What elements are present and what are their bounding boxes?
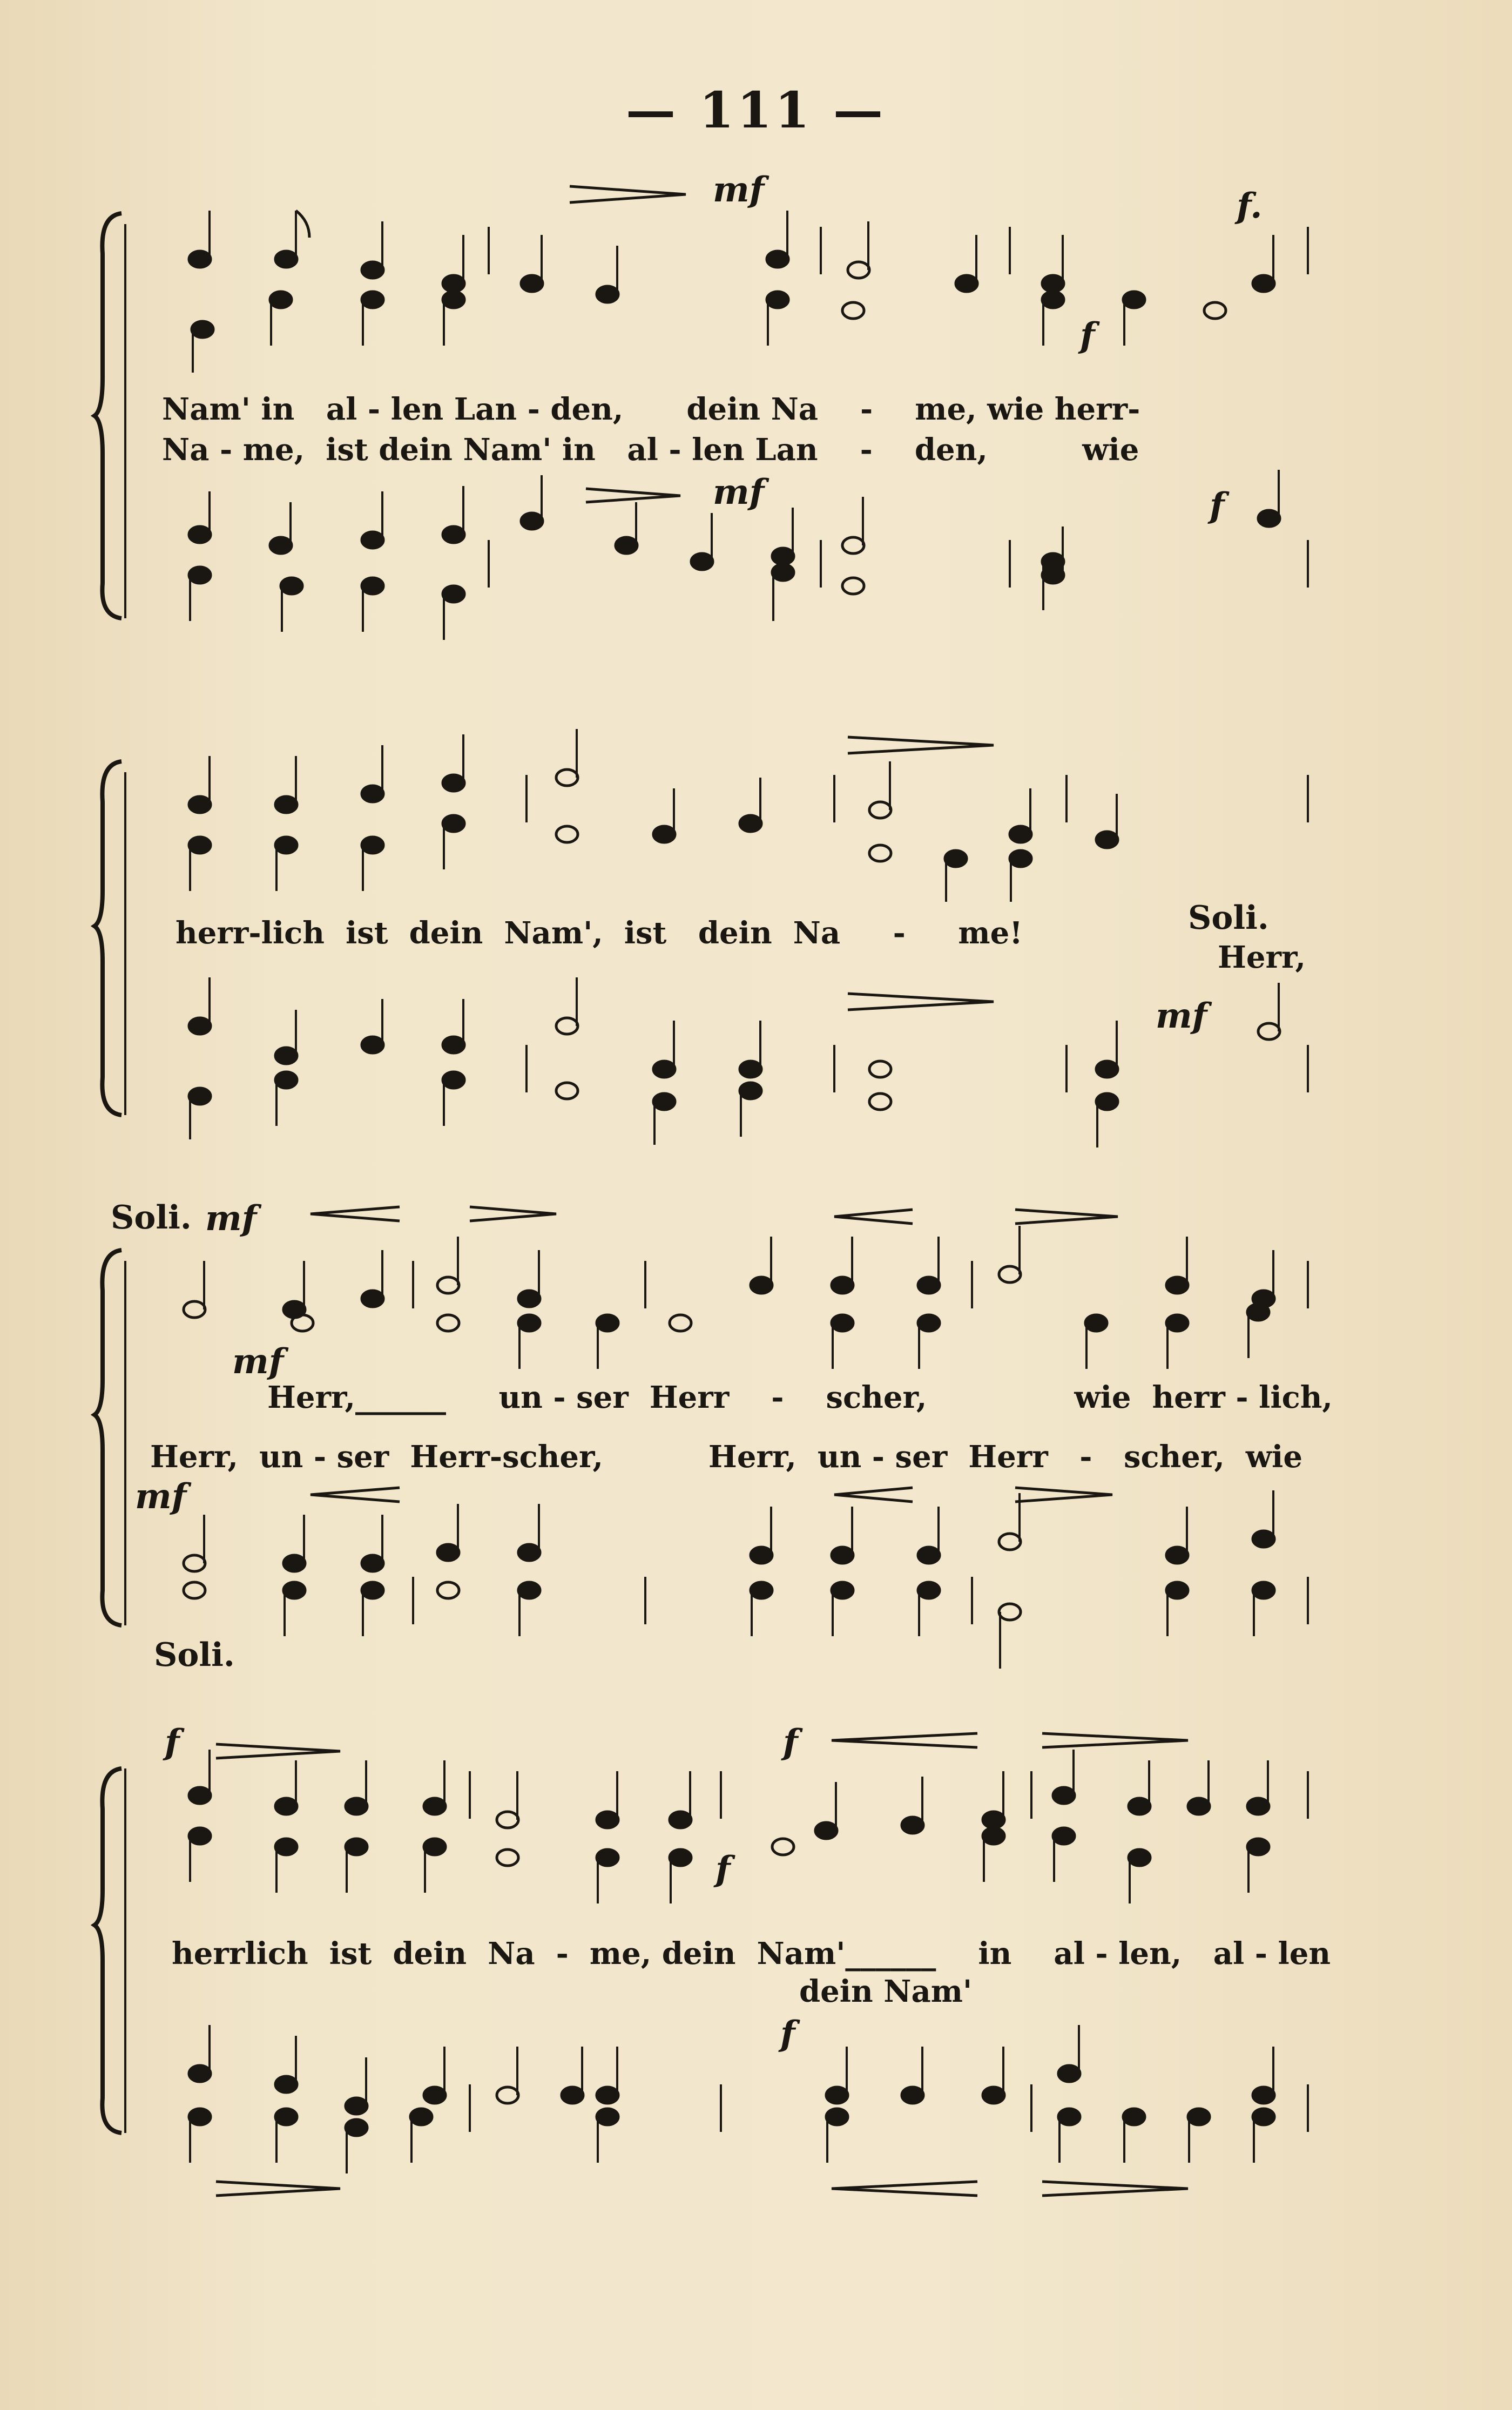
lyrics-s1-lower: Na - me, ist dein Nam' in al - len Lan - den, wie — [162, 432, 1139, 468]
dynamic-s3-mf-mid: mf — [232, 1341, 284, 1382]
dynamic-s4-f-right: f — [783, 1722, 798, 1763]
lyrics-s1-upper: Nam' in al - len Lan - den, dein Na - me, wie herr- — [162, 391, 1140, 427]
lyrics-s3-upper: Herr,______ un - ser Herr - scher, wie herr - lich, — [267, 1380, 1333, 1415]
lyrics-s2-lower: Herr, — [1218, 940, 1306, 975]
label-s2-soli: Soli. — [1188, 899, 1269, 937]
dynamic-s2-mf: mf — [1156, 996, 1207, 1036]
lyrics-s4-lower: dein Nam' — [799, 1974, 973, 2009]
dynamic-s3-mf-top: mf — [205, 1198, 257, 1239]
notes-s1-upper — [189, 211, 1274, 373]
dynamic-s3-mf-lower: mf — [135, 1476, 187, 1517]
lyrics-s4-upper: herrlich ist dein Na - me, dein Nam'______ in al - len, al - len — [172, 1936, 1331, 1972]
dynamic-s1-f-lower: f — [1210, 485, 1225, 526]
dynamic-s1-f-top: f. — [1237, 186, 1263, 226]
system-3 — [94, 1207, 1308, 1674]
page-number: — 111 — — [625, 81, 887, 139]
lyrics-s2-upper: herr-lich ist dein Nam', ist dein Na - me! — [176, 915, 1023, 951]
label-s3-soli-top: Soli. — [111, 1199, 192, 1237]
dynamic-s1-f-inner: f — [1080, 315, 1095, 356]
lyrics-s3-lower: Herr, un - ser Herr-scher, Herr, un - ser Herr - scher, wie — [150, 1439, 1302, 1475]
dynamic-s1-mf-lower: mf — [713, 472, 765, 512]
dynamic-s4-f-left: f — [165, 1722, 180, 1763]
dynamic-s4-f-inner: f — [716, 1849, 731, 1889]
dynamic-s4-f-lower: f — [780, 2014, 795, 2054]
dynamic-s1-mf-upper: mf — [713, 170, 765, 210]
label-s3-soli-bottom: Soli. — [154, 1636, 235, 1674]
